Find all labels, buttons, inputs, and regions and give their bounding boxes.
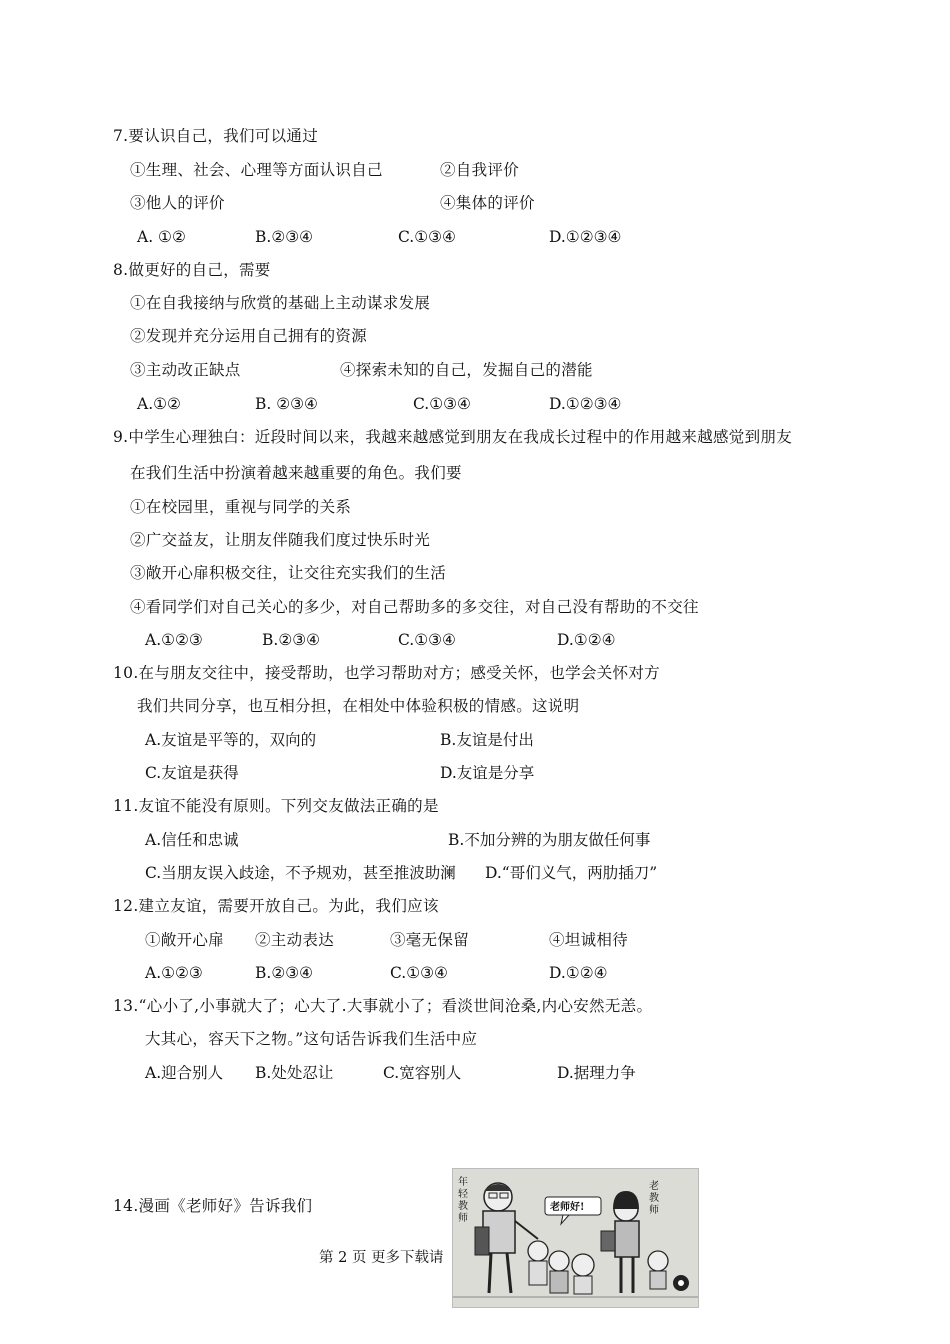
q12-option-a: A.①②③ [145,964,203,982]
q7-option-b: B.②③④ [255,228,314,246]
q12-option-c: C.①③④ [390,964,448,982]
label-young-teacher [457,1177,469,1225]
q8-option-a: A.①② [137,395,181,413]
q8-option-d: D.①②③④ [549,395,622,413]
label-char: 师 [649,1205,659,1216]
q8-option-c: C.①③④ [413,395,471,413]
q9-option-c: C.①③④ [398,631,456,649]
q8-item-2: ②发现并充分运用自己拥有的资源 [130,327,368,345]
label-char: 教 [649,1193,659,1204]
q8-item-4: ④探索未知的自己，发掘自己的潜能 [340,361,593,379]
q12-option-d: D.①②④ [549,964,608,982]
q9-item-4: ④看同学们对自己关心的多少，对自己帮助多的多交往，对自己没有帮助的不交往 [130,598,699,616]
q9-stem-line-1: 9.中学生心理独白：近段时间以来，我越来越感觉到朋友在我成长过程中的作用越来越感觉到朋友 [113,428,792,446]
page-footer: 第 2 页 更多下载请 [319,1250,444,1266]
q8-stem: 8.做更好的自己，需要 [113,261,271,279]
q13-option-b: B.处处忍让 [255,1064,334,1082]
q12-item-4: ④坦诚相待 [549,931,629,949]
cartoon-drawing [453,1169,698,1307]
q9-option-a: A.①②③ [145,631,203,649]
bubble-text: 老师好! [550,1202,585,1213]
q13-option-c: C.宽容别人 [383,1064,462,1082]
cartoon-teacher-hello [452,1168,699,1308]
q8-item-1: ①在自我接纳与欣赏的基础上主动谋求发展 [130,294,431,312]
q10-option-a: A.友谊是平等的，双向的 [145,731,317,749]
q10-option-c: C.友谊是获得 [145,764,239,782]
q13-stem-line-2: 大其心，容天下之物。”这句话告诉我们生活中应 [145,1030,478,1048]
q12-item-2: ②主动表达 [255,931,335,949]
q9-item-1: ①在校园里，重视与同学的关系 [130,498,352,516]
q8-item-3: ③主动改正缺点 [130,361,241,379]
q12-option-b: B.②③④ [255,964,314,982]
label-char: 老 [649,1181,659,1192]
q14-stem: 14.漫画《老师好》告诉我们 [113,1197,313,1215]
q10-option-b: B.友谊是付出 [440,731,534,749]
label-char: 年 [458,1177,468,1188]
label-char: 师 [458,1213,468,1224]
q13-option-a: A.迎合别人 [145,1064,224,1082]
q9-item-3: ③敞开心扉积极交往，让交往充实我们的生活 [130,564,447,582]
q7-item-2: ②自我评价 [440,161,520,179]
q9-option-d: D.①②④ [557,631,616,649]
q13-stem-line-1: 13.“心小了,小事就大了；心大了.大事就小了；看淡世间沧桑,内心安然无恙。 [113,997,653,1015]
q7-option-d: D.①②③④ [549,228,622,246]
q10-stem-line-2: 我们共同分享，也互相分担，在相处中体验积极的情感。这说明 [137,697,580,715]
q7-option-a: A. ①② [137,228,186,246]
q7-item-1: ①生理、社会、心理等方面认识自己 [130,161,383,179]
q12-item-3: ③毫无保留 [390,931,470,949]
q11-stem: 11.友谊不能没有原则。下列交友做法正确的是 [113,797,439,815]
q11-option-c: C.当朋友误入歧途，不予规劝，甚至推波助澜 [145,864,456,882]
q9-option-b: B.②③④ [262,631,321,649]
q9-stem-line-2: 在我们生活中扮演着越来越重要的角色。我们要 [130,464,462,482]
q11-option-a: A.信任和忠诚 [145,831,239,849]
q10-stem-line-1: 10.在与朋友交往中，接受帮助，也学习帮助对方；感受关怀，也学会关怀对方 [113,664,660,682]
label-char: 教 [458,1201,468,1212]
q13-option-d: D.据理力争 [557,1064,636,1082]
label-char: 轻 [458,1189,468,1200]
q11-option-b: B.不加分辨的为朋友做任何事 [448,831,651,849]
label-old-teacher [648,1181,660,1217]
q8-option-b: B. ②③④ [255,395,318,413]
q12-item-1: ①敞开心扉 [145,931,225,949]
q10-option-d: D.友谊是分享 [440,764,535,782]
q7-item-3: ③他人的评价 [130,194,225,212]
q7-option-c: C.①③④ [398,228,456,246]
q12-stem: 12.建立友谊，需要开放自己。为此，我们应该 [113,897,439,915]
q9-item-2: ②广交益友，让朋友伴随我们度过快乐时光 [130,531,431,549]
q7-stem: 7.要认识自己，我们可以通过 [113,127,318,145]
q11-option-d: D.“哥们义气，两肋插刀” [485,864,658,882]
q7-item-4: ④集体的评价 [440,194,535,212]
